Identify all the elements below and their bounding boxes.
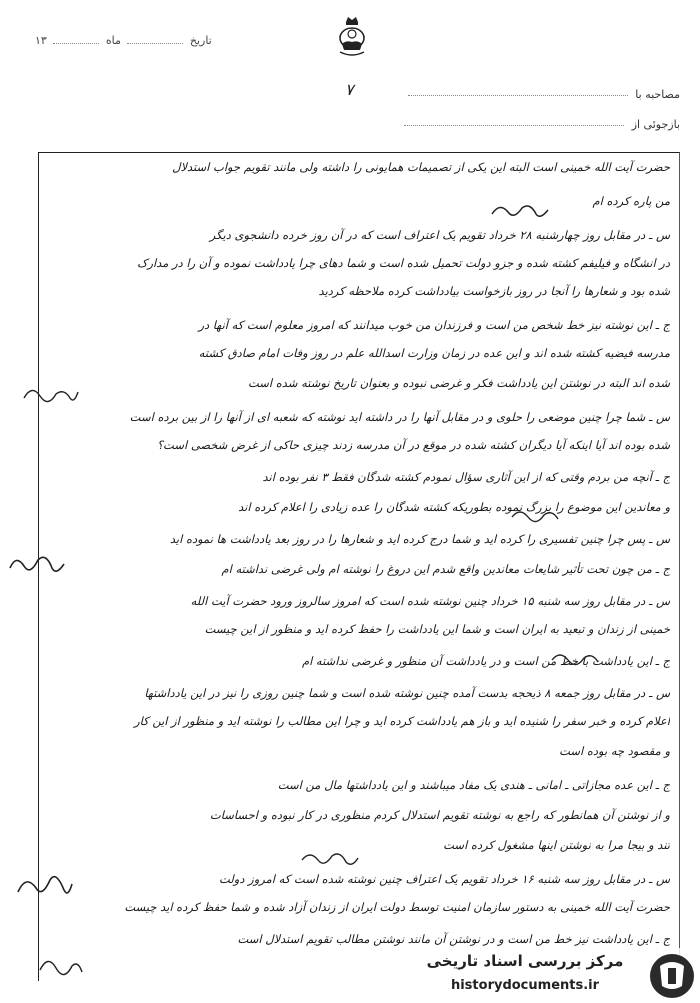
transcript-line: تند و بیجا مرا به نوشتن اینها مشغول کرده است	[443, 838, 670, 852]
transcript-line: س ـ شما چرا چنین موضعی را حلوی و در مقابل آنها را در داشته اید نوشته که شعبه ای از آنها را از بین برده است	[129, 410, 670, 424]
transcript-line: در انشگاه و فیلیفم کشته شده و جزو دولت تحمیل شده است و شما دهای چرا یادداشت نموده و آن را در مدارک	[137, 256, 670, 270]
transcript-line: حضرت آیت الله خمینی به دستور سازمان امنیت توسط دولت ایران از زندان آزاد شده و شما حفظ کرده اید چیست	[124, 900, 670, 914]
transcript-line: ج ـ این یادداشت با خط من است و در یادداشت آن منظور و غرضی نداشته ام	[301, 654, 670, 668]
transcript-line: س ـ در مقابل روز سه شنبه ۱۶ خرداد تقویم یک اعتراف چنین نوشته شده است که امروز دولت	[219, 872, 670, 886]
transcript-line: ج ـ این عده مجازاتی ـ امانی ـ هندی یک مفاد میباشند و این یادداشتها مال من است	[277, 778, 670, 792]
transcript-line: س ـ در مقابل روز جمعه ۸ ذیحجه بدست آمده چنین نوشته شده است و شما چنین روزی را نیز در این یادداشتها	[144, 686, 670, 700]
year-value: ۱۳	[35, 34, 47, 47]
date-day-blank	[127, 43, 183, 44]
transcript-line: من پاره کرده ام	[592, 194, 670, 208]
margin-signature-icon	[6, 548, 66, 582]
transcript-line: و مقصود چه بوده است	[559, 744, 670, 758]
interviewee-line	[404, 118, 680, 131]
inline-signature-icon	[490, 200, 550, 224]
date-label: تاریخ	[189, 34, 212, 47]
lion-and-sun-emblem-icon	[332, 14, 372, 60]
transcript-line: س ـ در مقابل روز سه شنبه ۱۵ خرداد چنین نوشته شده است که امروز سالروز ورود حضرت آیت الله	[190, 594, 670, 608]
transcript-line: شده بود و شعارها را آنجا در روز بازخواست بیادداشت کرده ملاحظه کردید	[318, 284, 670, 298]
inline-signature-icon	[300, 848, 360, 870]
transcript-line: س ـ پس چرا چنین تفسیری را کرده اید و شما درج کرده اید و شعارها را در روز بعد یادداشت ها نموده اید	[169, 532, 670, 546]
interviewer-blank	[408, 95, 628, 96]
transcript-line: ج ـ آنچه من بردم وقتی که از این آثاری سؤال نمودم کشته شدگان فقط ۳ نفر بوده اند	[262, 470, 670, 484]
interviewee-blank	[404, 125, 624, 126]
transcript-line: و معاندین این موضوع را بزرگ نموده بطوریکه کشته شدگان را عده زیادی را اعلام کرده اند	[238, 500, 670, 514]
transcript-line: اعلام کرده و خبر سفر را شنیده اید و باز هم یادداشت کرده اید و چرا این مطالب را نوشته اید و منظور از این کار	[134, 714, 670, 728]
margin-signature-icon	[20, 380, 80, 410]
transcript-body	[50, 160, 670, 960]
month-label: ماه	[105, 34, 121, 47]
transcript-line: س ـ در مقابل روز چهارشنبه ۲۸ خرداد تقویم یک اعتراف است که در آن روز خرده دانشجوی دیگر	[209, 228, 670, 242]
transcript-line: شده بوده اند آیا اینکه آیا دیگران کشته شده در موقع در آن مدرسه زدند چیزی حاکی از غرض شخصی است؟	[156, 438, 670, 452]
transcript-line: خمینی از زندان و تبعید به ایران است و شما این یادداشت را حفظ کرده اید و منظور از این چیست	[204, 622, 670, 636]
transcript-line: مدرسه فیضیه کشته شده اند و این عده در زمان وزارت اسدالله علم در روز وفات امام صادق کشته	[198, 346, 670, 360]
transcript-line: ج ـ این یادداشت نیز خط من است و در نوشتن آن مانند نوشتن مطالب تقویم استدلال است	[237, 932, 670, 946]
transcript-line: ج ـ من چون تحت تأثیر شایعات معاندین واقع شدم این دروغ را نوشته ام ولی غرضی نداشته ام	[221, 562, 670, 576]
date-month-blank	[53, 43, 99, 44]
margin-signature-icon	[14, 866, 74, 906]
transcript-line: و از نوشتن آن همانطور که راجع به نوشته تقویم استدلال کردم منظوری در کار نبوده و احساسات	[209, 808, 670, 822]
transcript-line: حضرت آیت الله خمینی است البته این یکی از تصمیمات همایونی را داشته ولی مانند تقویم جواب استدلال	[172, 160, 670, 174]
page-number: ۷	[345, 80, 354, 99]
interviewer-line	[408, 88, 680, 101]
margin-signature-icon	[36, 950, 86, 980]
inline-signature-icon	[550, 648, 600, 670]
date-field	[35, 34, 212, 47]
watermark-site: historydocuments.ir	[450, 978, 600, 993]
interviewer-label: مصاحبه با	[635, 88, 680, 101]
transcript-line: ج ـ این نوشته نیز خط شخص من است و فرزندان من خوب میدانند که امروز معلوم است که آنها در	[198, 318, 670, 332]
inline-signature-icon	[510, 505, 560, 527]
transcript-line: شده اند البته در نوشتن این یادداشت فکر و غرضی نبوده و بعنوان تاریخ نوشته شده است	[247, 376, 670, 390]
interviewee-label: بازجوئی از	[631, 118, 680, 131]
watermark-org-name: مرکز بررسی اسناد تاریخی	[426, 952, 624, 970]
